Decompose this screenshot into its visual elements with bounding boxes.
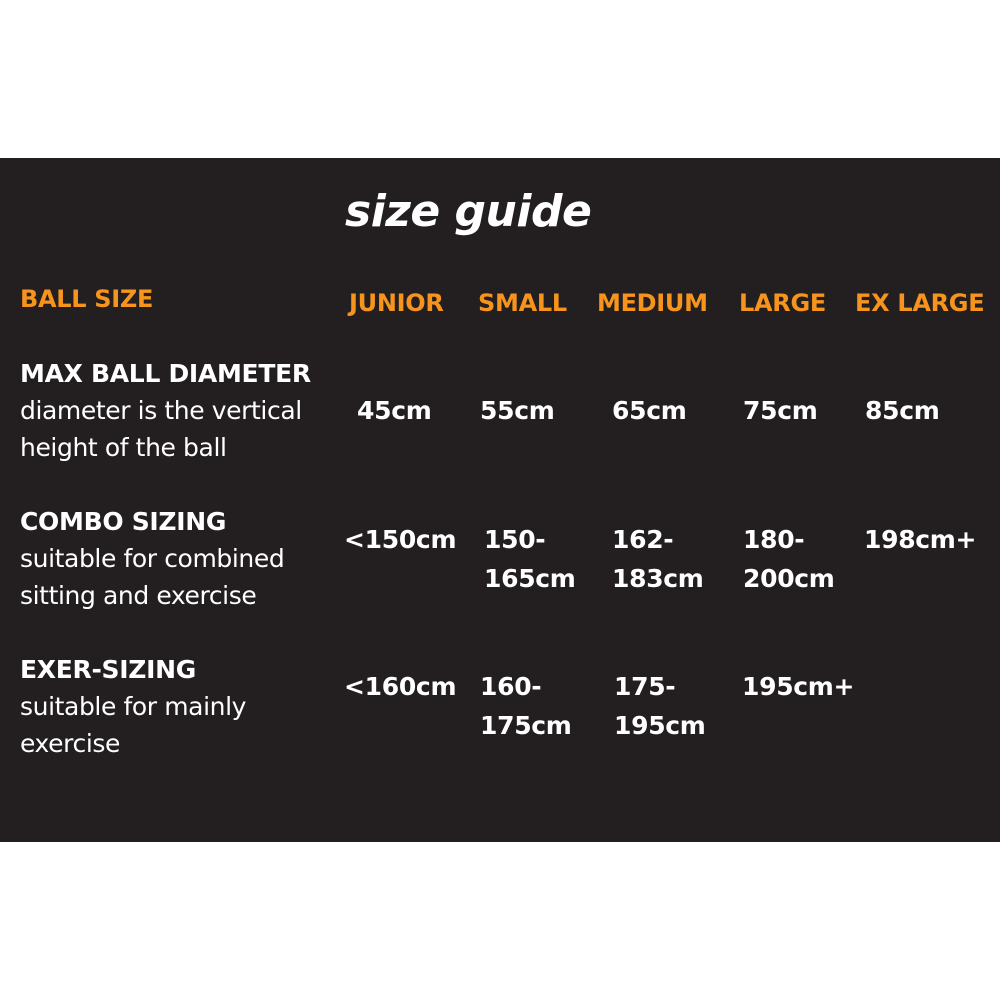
value-line: 195cm [614,711,706,740]
value-line: 160- [480,672,542,701]
value-line: 150- [484,525,546,554]
value-combo-junior [344,520,456,559]
value-exer-large [742,667,854,706]
value-line: 45cm [357,396,432,425]
value-line: 175cm [480,711,572,740]
value-combo-medium [612,520,704,598]
value-diameter-ex-large [865,391,939,430]
size-header-junior: JUNIOR [349,289,444,317]
value-diameter-small [480,391,554,430]
value-diameter-junior [357,391,431,430]
value-line: 55cm [480,396,555,425]
value-exer-small [480,667,572,745]
value-exer-junior [344,667,456,706]
value-combo-large [743,520,835,598]
value-combo-ex-large [864,520,976,559]
value-line: <160cm [344,672,457,701]
size-header-large: LARGE [739,289,826,317]
row-title-exer-sizing: EXER-SIZING [20,655,196,684]
value-line: 65cm [612,396,687,425]
value-line: <150cm [344,525,457,554]
value-line: 85cm [865,396,940,425]
value-diameter-medium [612,391,686,430]
value-diameter-large [743,391,817,430]
page-title: size guide [345,186,592,237]
value-exer-medium [614,667,706,745]
value-line: 165cm [484,564,576,593]
ball-size-label: BALL SIZE [20,285,154,313]
row-desc-exer-sizing: suitable for mainly exercise [20,692,247,758]
size-header-ex-large: EX LARGE [855,289,985,317]
size-header-medium: MEDIUM [597,289,708,317]
value-line: 200cm [743,564,835,593]
row-title-max-ball-diameter: MAX BALL DIAMETER [20,359,311,388]
row-desc-combo-sizing: suitable for combined sitting and exercise [20,544,285,610]
value-line: 180- [743,525,805,554]
value-combo-small [484,520,576,598]
value-line: 175- [614,672,676,701]
value-line: 162- [612,525,674,554]
row-title-combo-sizing: COMBO SIZING [20,507,227,536]
row-desc-max-ball-diameter: diameter is the vertical height of the ball [20,396,302,462]
size-header-small: SMALL [478,289,567,317]
value-line: 183cm [612,564,704,593]
value-line: 198cm+ [864,525,977,554]
value-line: 75cm [743,396,818,425]
value-line: 195cm+ [742,672,855,701]
